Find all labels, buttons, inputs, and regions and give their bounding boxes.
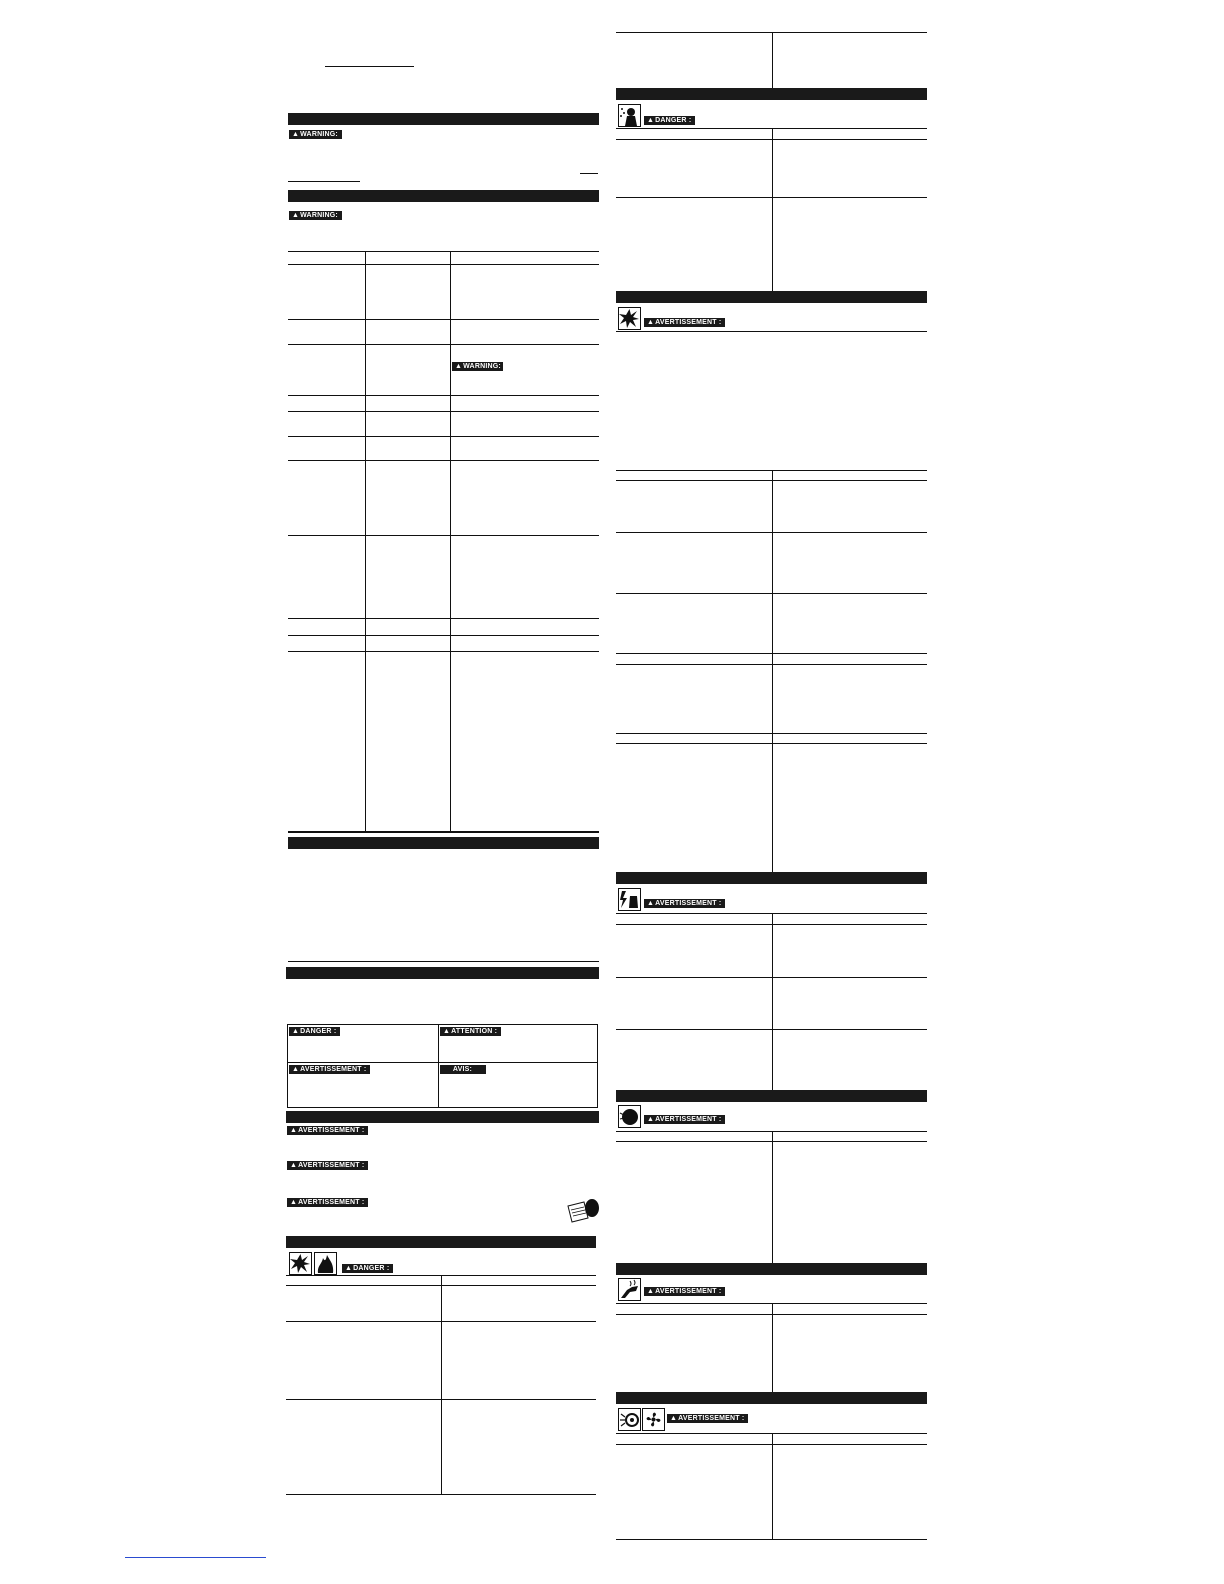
section-header-bar (286, 1236, 596, 1248)
table-column-rule (772, 1433, 773, 1539)
table-rule (288, 319, 599, 320)
table-column-rule (772, 128, 773, 291)
warning-label: ▲WARNING: (289, 211, 342, 220)
table-column-rule (772, 913, 773, 1090)
warning-triangle-icon: ▲ (345, 1265, 353, 1272)
breathing-hazard-icon (618, 104, 641, 127)
title-underline (325, 66, 414, 67)
warning-triangle-icon: ▲ (647, 1288, 655, 1295)
attention-label: ▲ATTENTION : (440, 1027, 501, 1036)
avertissement-label: ▲AVERTISSEMENT : (644, 899, 725, 908)
warning-label: ▲WARNING: (452, 362, 503, 371)
section-header-bar (286, 1111, 599, 1123)
table-column-rule (438, 1024, 439, 1108)
warning-triangle-icon: ▲ (647, 117, 655, 124)
table-column-rule (365, 251, 366, 831)
table-rule (288, 395, 599, 396)
electric-shock-icon (618, 888, 641, 911)
fan-icon (642, 1408, 665, 1431)
table-rule (288, 251, 599, 252)
warning-triangle-icon: ▲ (292, 131, 300, 138)
read-manual-icon (564, 1198, 600, 1224)
explosion-hazard-icon (618, 307, 641, 330)
avertissement-label: ▲AVERTISSEMENT : (287, 1198, 368, 1207)
section-header-bar (616, 291, 927, 303)
section-header-bar (286, 967, 599, 979)
warning-triangle-icon: ▲ (647, 1116, 655, 1123)
hearing-protection-icon (618, 1105, 641, 1128)
section-header-bar (616, 1263, 927, 1275)
warning-triangle-icon: ▲ (647, 319, 655, 326)
table-rule (288, 831, 599, 833)
table-rule (288, 411, 599, 412)
section-header-bar (616, 872, 927, 884)
warning-triangle-icon: ▲ (670, 1415, 678, 1422)
table-column-rule (441, 1275, 442, 1494)
avertissement-label: ▲AVERTISSEMENT : (644, 1115, 725, 1124)
warning-triangle-icon: ▲ (443, 1028, 451, 1035)
table-column-rule (450, 251, 451, 831)
warning-triangle-icon: ▲ (647, 900, 655, 907)
warning-label: ▲WARNING: (289, 130, 342, 139)
danger-label: ▲DANGER : (644, 116, 695, 125)
warning-triangle-icon: ▲ (292, 1028, 300, 1035)
danger-label: ▲DANGER : (342, 1264, 393, 1273)
table-rule (287, 1062, 598, 1063)
table-rule (288, 344, 599, 345)
section-header-bar (288, 837, 599, 849)
table-rule (288, 535, 599, 536)
section-header-bar (616, 88, 927, 100)
table-rule (288, 436, 599, 437)
section-header-bar (616, 1392, 927, 1404)
warning-triangle-icon: ▲ (290, 1127, 298, 1134)
table-rule (286, 1494, 596, 1495)
table-column-rule (772, 32, 773, 88)
section-header-bar (288, 113, 599, 125)
avertissement-label: ▲AVERTISSEMENT : (287, 1126, 368, 1135)
table-rule (288, 651, 599, 652)
table-column-rule (772, 1131, 773, 1263)
avertissement-label: ▲AVERTISSEMENT : (644, 1287, 725, 1296)
table-rule (288, 460, 599, 461)
section-rule (616, 331, 927, 332)
section-rule (288, 961, 599, 962)
warning-triangle-icon: ▲ (292, 1066, 300, 1073)
link-underline (580, 173, 598, 174)
fire-hazard-icon (314, 1252, 337, 1275)
avis-label: AVIS: (440, 1065, 486, 1074)
table-rule (616, 1539, 927, 1540)
explosion-hazard-icon (289, 1252, 312, 1275)
table-column-rule (772, 470, 773, 872)
avertissement-label: ▲AVERTISSEMENT : (667, 1414, 748, 1423)
avertissement-label: ▲AVERTISSEMENT : (289, 1065, 370, 1074)
section-header-bar (288, 190, 599, 202)
avertissement-label: ▲AVERTISSEMENT : (287, 1161, 368, 1170)
warning-triangle-icon: ▲ (290, 1199, 298, 1206)
table-rule (288, 618, 599, 619)
table-rule (288, 264, 599, 265)
avertissement-label: ▲AVERTISSEMENT : (644, 318, 725, 327)
section-header-bar (616, 1090, 927, 1102)
warning-triangle-icon: ▲ (290, 1162, 298, 1169)
table-column-rule (772, 1303, 773, 1392)
warning-triangle-icon: ▲ (292, 212, 300, 219)
flying-debris-icon (618, 1408, 641, 1431)
danger-label: ▲DANGER : (289, 1027, 340, 1036)
hot-surface-icon (618, 1278, 641, 1301)
link-underline (125, 1557, 266, 1558)
table-rule (288, 635, 599, 636)
link-underline (288, 181, 360, 182)
warning-triangle-icon: ▲ (455, 363, 463, 370)
